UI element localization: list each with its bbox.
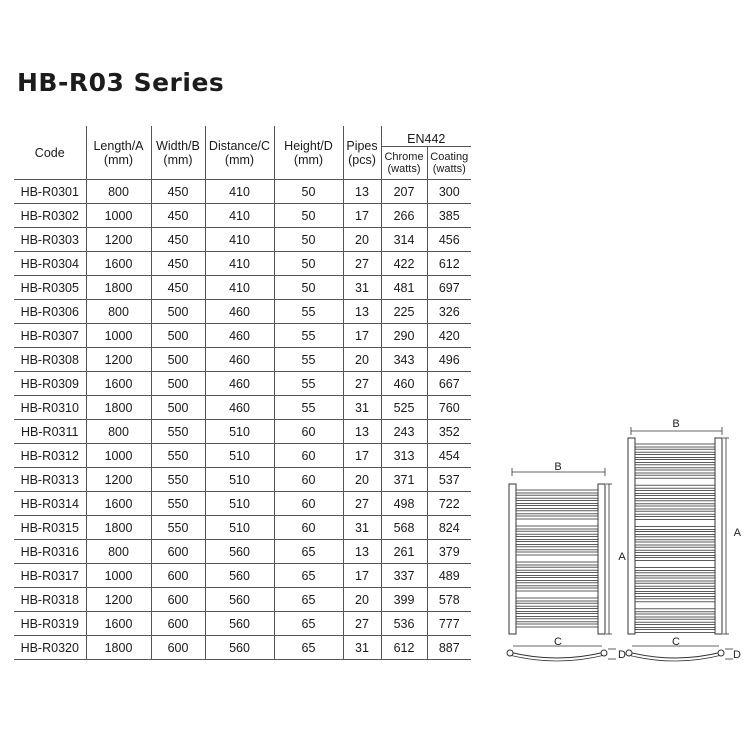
table-cell: 612 xyxy=(381,636,427,660)
rail-bar xyxy=(635,619,715,622)
table-cell: 31 xyxy=(343,636,381,660)
table-cell: 456 xyxy=(427,228,471,252)
rail-bar xyxy=(635,614,715,617)
table-cell: 207 xyxy=(381,180,427,204)
table-cell: 55 xyxy=(274,300,343,324)
table-cell: 450 xyxy=(151,252,205,276)
rail-bar xyxy=(635,475,715,478)
page-title: HB-R03 Series xyxy=(17,68,225,97)
table-row xyxy=(14,276,471,300)
table-row xyxy=(14,300,471,324)
rail-bar xyxy=(635,496,715,499)
table-row xyxy=(14,516,471,540)
table-cell: HB-R0304 xyxy=(14,252,86,276)
table-cell: 578 xyxy=(427,588,471,612)
table-cell: 31 xyxy=(343,516,381,540)
table-row xyxy=(14,348,471,372)
rail-bar xyxy=(516,542,598,545)
table-cell: 17 xyxy=(343,444,381,468)
table-cell: 27 xyxy=(343,492,381,516)
header-height: Height/D (mm) xyxy=(274,126,343,180)
table-cell: 399 xyxy=(381,588,427,612)
table-cell: 510 xyxy=(205,516,274,540)
rail-bar xyxy=(635,542,715,545)
table-cell: 560 xyxy=(205,540,274,564)
table-cell: 600 xyxy=(151,588,205,612)
table-row xyxy=(14,588,471,612)
table-cell: 50 xyxy=(274,276,343,300)
table-cell: 1800 xyxy=(86,516,151,540)
rail-bar xyxy=(635,444,715,447)
table-cell: 450 xyxy=(151,204,205,228)
table-cell: 65 xyxy=(274,588,343,612)
rail-bar xyxy=(516,511,598,514)
table-cell: HB-R0302 xyxy=(14,204,86,228)
table-row xyxy=(14,468,471,492)
table-cell: 600 xyxy=(151,636,205,660)
header-pipes: Pipes (pcs) xyxy=(343,126,381,180)
table-cell: HB-R0319 xyxy=(14,612,86,636)
rail-bar xyxy=(635,501,715,504)
table-cell: 20 xyxy=(343,228,381,252)
table-cell: 667 xyxy=(427,372,471,396)
table-cell: 1000 xyxy=(86,324,151,348)
table-cell: 60 xyxy=(274,492,343,516)
rail-bar xyxy=(635,599,715,602)
table-cell: HB-R0303 xyxy=(14,228,86,252)
table-cell: 1200 xyxy=(86,348,151,372)
table-cell: 1200 xyxy=(86,468,151,492)
table-cell: 410 xyxy=(205,276,274,300)
table-row xyxy=(14,180,471,204)
table-row xyxy=(14,420,471,444)
table-cell: 13 xyxy=(343,540,381,564)
table-cell: 800 xyxy=(86,420,151,444)
rail-bar xyxy=(516,578,598,581)
rail-bar xyxy=(635,552,715,555)
table-cell: 560 xyxy=(205,588,274,612)
table-cell: 60 xyxy=(274,420,343,444)
table-cell: 27 xyxy=(343,612,381,636)
rail-bar xyxy=(516,526,598,529)
table-cell: HB-R0307 xyxy=(14,324,86,348)
table-cell: 31 xyxy=(343,276,381,300)
rail-bar xyxy=(635,465,715,468)
rail-bar xyxy=(635,460,715,463)
table-cell: 337 xyxy=(381,564,427,588)
table-cell: HB-R0313 xyxy=(14,468,86,492)
table-cell: 460 xyxy=(205,396,274,420)
table-cell: 800 xyxy=(86,300,151,324)
table-cell: 500 xyxy=(151,348,205,372)
table-cell: 13 xyxy=(343,420,381,444)
table-cell: 500 xyxy=(151,396,205,420)
table-cell: 326 xyxy=(427,300,471,324)
table-cell: 1800 xyxy=(86,396,151,420)
radiator-diagram xyxy=(496,416,746,666)
rail-bar xyxy=(635,511,715,514)
rail-bar xyxy=(635,609,715,612)
header-coating: Coating (watts) xyxy=(430,151,469,175)
rail-bar xyxy=(516,603,598,606)
rail-bar xyxy=(635,568,715,571)
table-cell: 352 xyxy=(427,420,471,444)
rail-bar xyxy=(635,526,715,529)
table-cell: 410 xyxy=(205,252,274,276)
table-cell: 420 xyxy=(427,324,471,348)
header-code: Code xyxy=(14,126,86,180)
table-cell: 225 xyxy=(381,300,427,324)
rail-bar xyxy=(635,594,715,597)
table-cell: 489 xyxy=(427,564,471,588)
table-cell: 560 xyxy=(205,612,274,636)
table-cell: 460 xyxy=(205,300,274,324)
table-row xyxy=(14,252,471,276)
table-cell: 1000 xyxy=(86,204,151,228)
table-cell: 410 xyxy=(205,228,274,252)
header-width: Width/B (mm) xyxy=(151,126,205,180)
table-cell: 600 xyxy=(151,540,205,564)
rail-bar xyxy=(516,619,598,622)
rail-bar xyxy=(635,506,715,509)
table-cell: 550 xyxy=(151,492,205,516)
rail-bar xyxy=(516,500,598,503)
rail-bar xyxy=(516,552,598,555)
table-cell: HB-R0318 xyxy=(14,588,86,612)
table-cell: 1200 xyxy=(86,588,151,612)
table-cell: 20 xyxy=(343,468,381,492)
table-cell: 777 xyxy=(427,612,471,636)
rail-bar xyxy=(635,558,715,561)
rail-bar xyxy=(635,624,715,627)
table-cell: 510 xyxy=(205,492,274,516)
table-cell: 55 xyxy=(274,324,343,348)
table-cell: 498 xyxy=(381,492,427,516)
rail-bar xyxy=(635,532,715,535)
table-cell: 65 xyxy=(274,564,343,588)
table-cell: 600 xyxy=(151,612,205,636)
table-cell: HB-R0301 xyxy=(14,180,86,204)
table-cell: HB-R0315 xyxy=(14,516,86,540)
table-cell: 560 xyxy=(205,564,274,588)
rail-bar xyxy=(516,531,598,534)
rail-bar xyxy=(516,536,598,539)
table-cell: HB-R0312 xyxy=(14,444,86,468)
table-cell: 800 xyxy=(86,180,151,204)
table-cell: 410 xyxy=(205,204,274,228)
spec-table xyxy=(14,126,471,660)
table-cell: 887 xyxy=(427,636,471,660)
table-cell: 500 xyxy=(151,372,205,396)
table-cell: 1200 xyxy=(86,228,151,252)
rail-bar xyxy=(635,547,715,550)
table-cell: 31 xyxy=(343,396,381,420)
table-row xyxy=(14,492,471,516)
table-cell: 550 xyxy=(151,468,205,492)
table-cell: HB-R0317 xyxy=(14,564,86,588)
rail-bar xyxy=(516,562,598,565)
table-cell: 50 xyxy=(274,228,343,252)
small-label-c: C xyxy=(554,636,562,648)
table-cell: 1600 xyxy=(86,612,151,636)
table-cell: 1000 xyxy=(86,564,151,588)
table-cell: 460 xyxy=(205,324,274,348)
table-cell: 266 xyxy=(381,204,427,228)
table-cell: 343 xyxy=(381,348,427,372)
table-cell: 600 xyxy=(151,564,205,588)
table-cell: HB-R0306 xyxy=(14,300,86,324)
table-cell: 290 xyxy=(381,324,427,348)
rail-bar xyxy=(635,537,715,540)
table-cell: 13 xyxy=(343,180,381,204)
rail-bar xyxy=(635,470,715,473)
header-distance: Distance/C (mm) xyxy=(205,126,274,180)
table-cell: 65 xyxy=(274,540,343,564)
table-cell: 17 xyxy=(343,324,381,348)
header-length: Length/A (mm) xyxy=(86,126,151,180)
table-cell: 60 xyxy=(274,516,343,540)
rail-bar xyxy=(516,567,598,570)
table-cell: 243 xyxy=(381,420,427,444)
table-cell: 60 xyxy=(274,444,343,468)
table-cell: 50 xyxy=(274,180,343,204)
table-cell: 537 xyxy=(427,468,471,492)
table-cell: 550 xyxy=(151,444,205,468)
rail-bar xyxy=(516,506,598,509)
spec-table-body xyxy=(14,180,471,660)
table-cell: 20 xyxy=(343,348,381,372)
table-cell: 17 xyxy=(343,564,381,588)
table-cell: 379 xyxy=(427,540,471,564)
rail-bar xyxy=(516,547,598,550)
large-label-a: A xyxy=(733,527,741,539)
table-cell: 550 xyxy=(151,420,205,444)
table-cell: 525 xyxy=(381,396,427,420)
rail-bar xyxy=(516,583,598,586)
table-cell: 481 xyxy=(381,276,427,300)
header-en442: EN442 xyxy=(381,126,471,147)
table-cell: 13 xyxy=(343,300,381,324)
table-cell: 450 xyxy=(151,228,205,252)
large-label-b: B xyxy=(672,418,680,430)
table-cell: 17 xyxy=(343,204,381,228)
table-cell: 536 xyxy=(381,612,427,636)
table-cell: 454 xyxy=(427,444,471,468)
rail-bar xyxy=(635,583,715,586)
table-row xyxy=(14,612,471,636)
table-cell: 500 xyxy=(151,324,205,348)
table-cell: HB-R0311 xyxy=(14,420,86,444)
table-cell: 371 xyxy=(381,468,427,492)
table-cell: 1800 xyxy=(86,276,151,300)
table-row xyxy=(14,540,471,564)
rail-bar xyxy=(516,624,598,627)
table-cell: 460 xyxy=(381,372,427,396)
large-label-c: C xyxy=(672,636,680,648)
table-row xyxy=(14,396,471,420)
table-cell: 824 xyxy=(427,516,471,540)
rail-bar xyxy=(635,449,715,452)
table-cell: 560 xyxy=(205,636,274,660)
table-cell: 550 xyxy=(151,516,205,540)
rail-bar xyxy=(635,454,715,457)
table-cell: 60 xyxy=(274,468,343,492)
table-cell: 55 xyxy=(274,372,343,396)
table-cell: 568 xyxy=(381,516,427,540)
header-chrome: Chrome (watts) xyxy=(381,147,427,180)
table-cell: 450 xyxy=(151,180,205,204)
table-cell: HB-R0320 xyxy=(14,636,86,660)
table-cell: 65 xyxy=(274,612,343,636)
large-label-d: D xyxy=(733,649,741,661)
table-cell: 760 xyxy=(427,396,471,420)
table-row xyxy=(14,204,471,228)
rail-bar xyxy=(635,485,715,488)
rail-bar xyxy=(516,608,598,611)
table-cell: 20 xyxy=(343,588,381,612)
rail-bar xyxy=(635,573,715,576)
rail-bar xyxy=(516,495,598,498)
table-cell: 50 xyxy=(274,252,343,276)
table-cell: 1800 xyxy=(86,636,151,660)
table-cell: 722 xyxy=(427,492,471,516)
rail-bar xyxy=(516,516,598,519)
table-cell: HB-R0310 xyxy=(14,396,86,420)
table-cell: 385 xyxy=(427,204,471,228)
rail-bar xyxy=(516,572,598,575)
table-cell: 1000 xyxy=(86,444,151,468)
table-cell: 65 xyxy=(274,636,343,660)
table-cell: 460 xyxy=(205,372,274,396)
table-cell: 314 xyxy=(381,228,427,252)
table-row xyxy=(14,444,471,468)
table-cell: 510 xyxy=(205,420,274,444)
table-cell: 450 xyxy=(151,276,205,300)
table-cell: 510 xyxy=(205,468,274,492)
table-cell: 300 xyxy=(427,180,471,204)
table-cell: 460 xyxy=(205,348,274,372)
small-radiator-drawing xyxy=(507,468,616,661)
table-cell: 55 xyxy=(274,396,343,420)
table-cell: 510 xyxy=(205,444,274,468)
table-cell: HB-R0309 xyxy=(14,372,86,396)
table-cell: 313 xyxy=(381,444,427,468)
table-cell: 261 xyxy=(381,540,427,564)
table-row xyxy=(14,228,471,252)
table-cell: 496 xyxy=(427,348,471,372)
rail-bar xyxy=(635,588,715,591)
table-cell: 27 xyxy=(343,252,381,276)
table-cell: 410 xyxy=(205,180,274,204)
rail-bar xyxy=(635,516,715,519)
table-cell: 422 xyxy=(381,252,427,276)
small-label-b: B xyxy=(554,461,562,473)
table-cell: HB-R0314 xyxy=(14,492,86,516)
table-cell: 27 xyxy=(343,372,381,396)
rail-bar xyxy=(635,578,715,581)
table-cell: HB-R0308 xyxy=(14,348,86,372)
rail-bar xyxy=(516,490,598,493)
small-label-d: D xyxy=(618,649,626,661)
table-cell: HB-R0305 xyxy=(14,276,86,300)
table-cell: 50 xyxy=(274,204,343,228)
table-cell: 55 xyxy=(274,348,343,372)
table-cell: 800 xyxy=(86,540,151,564)
table-row xyxy=(14,372,471,396)
table-row xyxy=(14,564,471,588)
rail-bar xyxy=(516,588,598,591)
table-cell: HB-R0316 xyxy=(14,540,86,564)
rail-bar xyxy=(516,614,598,617)
table-cell: 1600 xyxy=(86,252,151,276)
table-cell: 697 xyxy=(427,276,471,300)
table-row xyxy=(14,324,471,348)
table-row xyxy=(14,636,471,660)
small-label-a: A xyxy=(618,551,626,563)
table-cell: 1600 xyxy=(86,372,151,396)
rail-bar xyxy=(635,490,715,493)
rail-bar xyxy=(635,630,715,633)
table-cell: 612 xyxy=(427,252,471,276)
rail-bar xyxy=(516,598,598,601)
large-radiator-drawing xyxy=(626,427,733,661)
table-cell: 500 xyxy=(151,300,205,324)
table-cell: 1600 xyxy=(86,492,151,516)
